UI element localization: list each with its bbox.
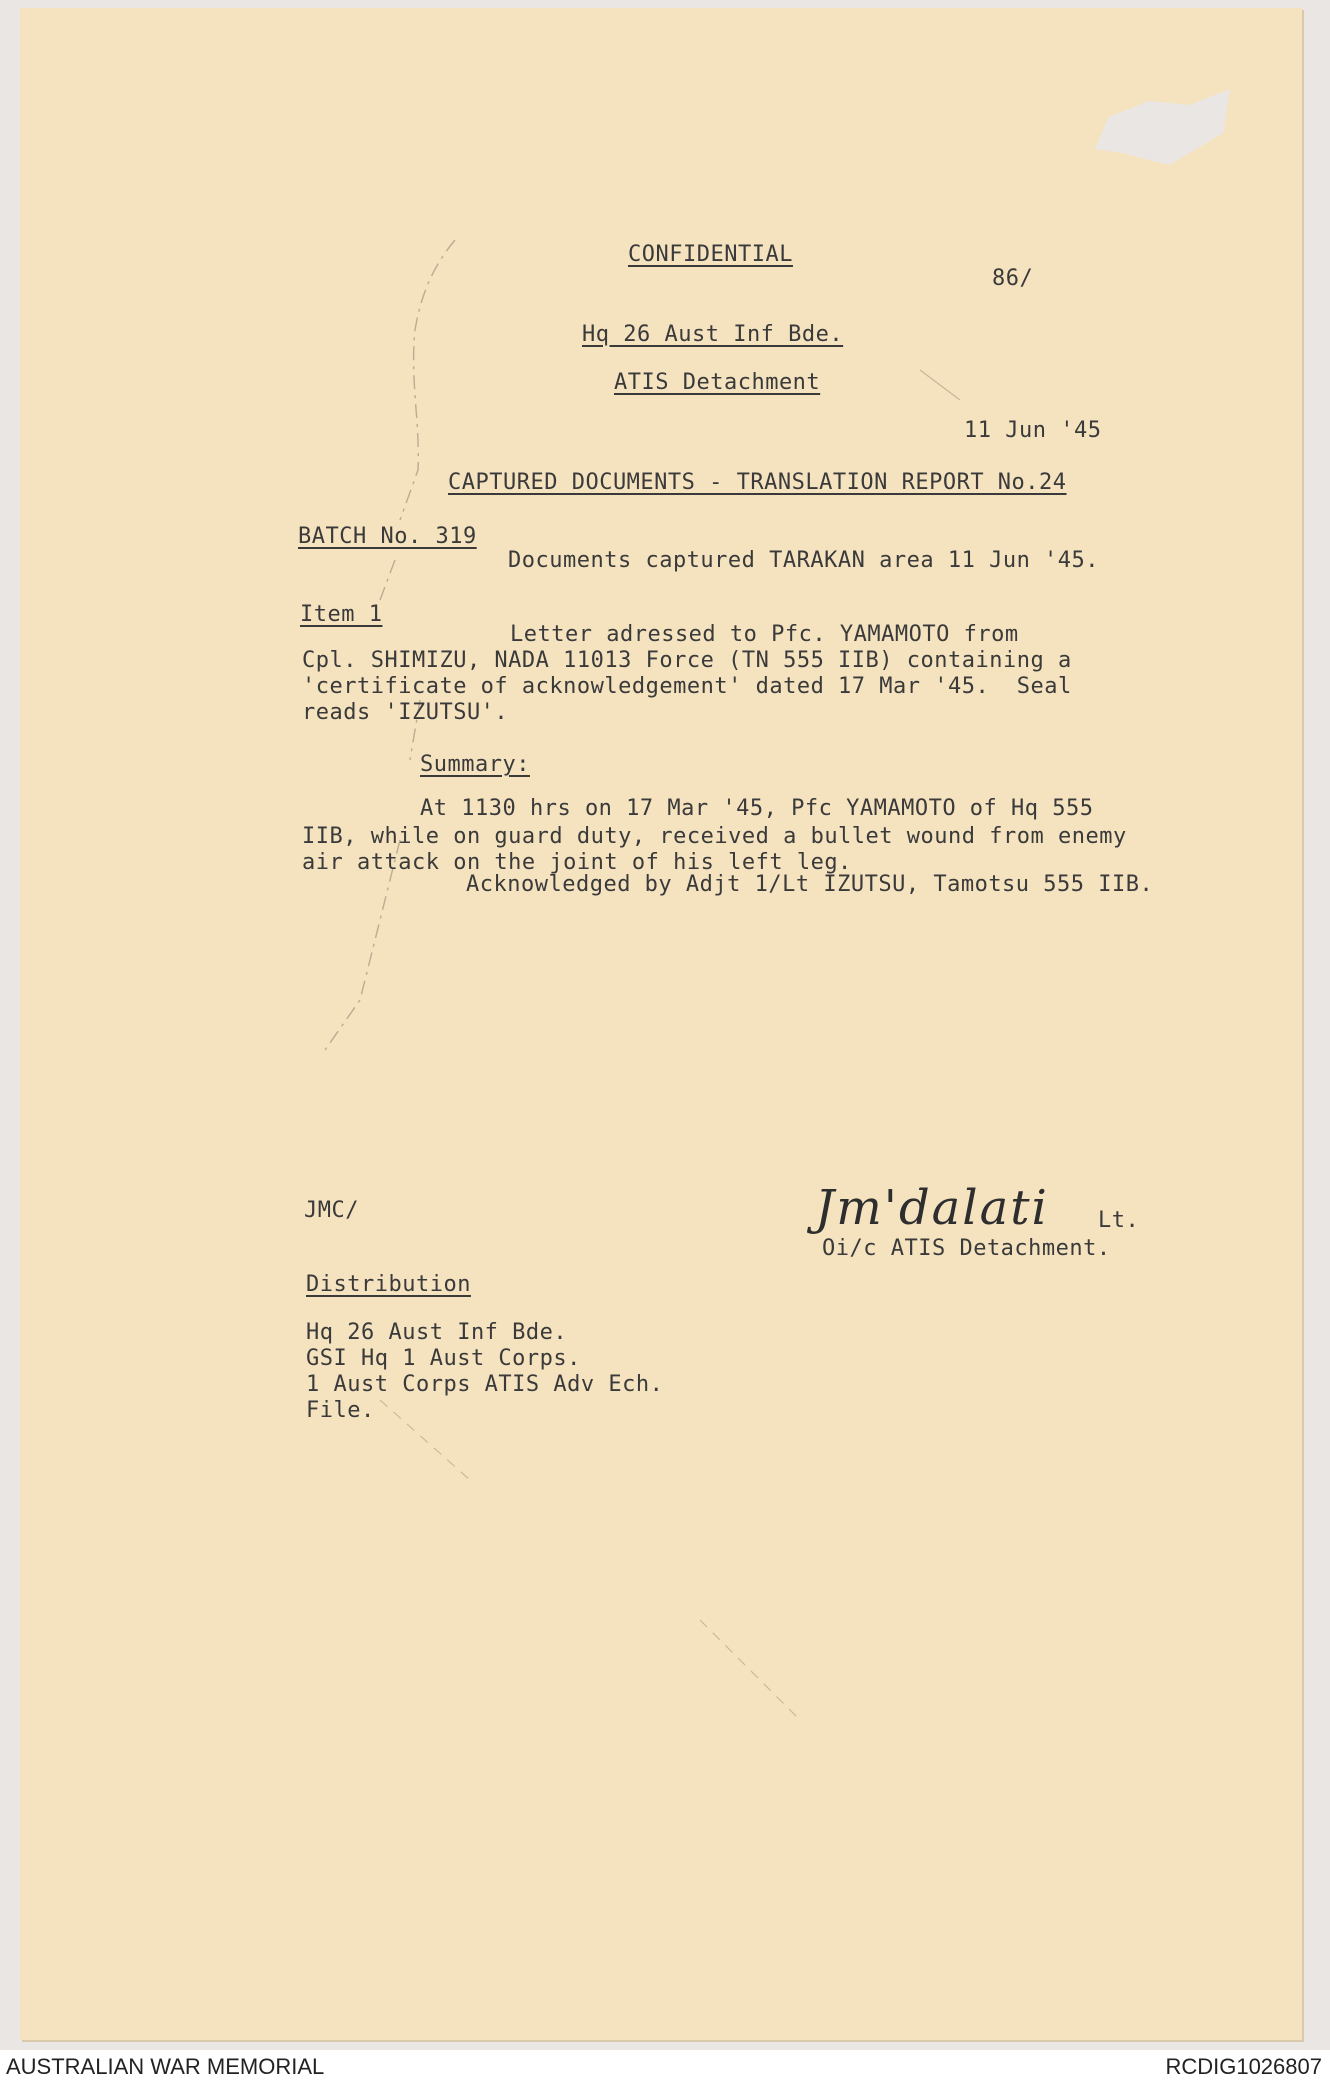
initials: JMC/	[304, 1198, 359, 1223]
distribution-item: GSI Hq 1 Aust Corps.	[306, 1346, 581, 1371]
summary-label: Summary:	[420, 752, 530, 777]
summary-line: IIB, while on guard duty, received a bullet wound from enemy	[302, 824, 1127, 849]
reference-number: 86/	[992, 266, 1034, 291]
item-line: 'certificate of acknowledgement' dated 17 Mar '45. Seal	[302, 674, 1072, 699]
report-title: CAPTURED DOCUMENTS - TRANSLATION REPORT No.24	[448, 470, 1067, 495]
distribution-label: Distribution	[306, 1272, 471, 1297]
distribution-item: File.	[306, 1398, 375, 1423]
summary-line: At 1130 hrs on 17 Mar '45, Pfc YAMAMOTO of Hq 555	[420, 796, 1094, 821]
archive-id: RCDIG1026807	[1165, 2054, 1322, 2079]
archive-name: AUSTRALIAN WAR MEMORIAL	[6, 2054, 325, 2079]
detachment-heading: ATIS Detachment	[614, 370, 821, 395]
signature-rank: Lt.	[1098, 1208, 1140, 1233]
classification-heading: CONFIDENTIAL	[628, 242, 793, 267]
batch-description: Documents captured TARAKAN area 11 Jun '45.	[508, 548, 1100, 573]
document-date: 11 Jun '45	[964, 418, 1102, 443]
item-line: Cpl. SHIMIZU, NADA 11013 Force (TN 555 IIB) containing a	[302, 648, 1072, 673]
handwritten-signature: Jm'dalati	[815, 1180, 1049, 1236]
archive-footer	[0, 2050, 1330, 2082]
unit-heading: Hq 26 Aust Inf Bde.	[582, 322, 844, 347]
item-label: Item 1	[300, 602, 383, 627]
item-line: reads 'IZUTSU'.	[302, 700, 509, 725]
distribution-item: Hq 26 Aust Inf Bde.	[306, 1320, 568, 1345]
summary-line: Acknowledged by Adjt 1/Lt IZUTSU, Tamotsu 555 IIB.	[466, 872, 1154, 897]
distribution-item: 1 Aust Corps ATIS Adv Ech.	[306, 1372, 664, 1397]
item-line: Letter adressed to Pfc. YAMAMOTO from	[510, 622, 1019, 647]
summary-line: air attack on the joint of his left leg.	[302, 850, 852, 875]
signature-title: Oi/c ATIS Detachment.	[822, 1236, 1111, 1261]
batch-label: BATCH No. 319	[298, 524, 477, 549]
